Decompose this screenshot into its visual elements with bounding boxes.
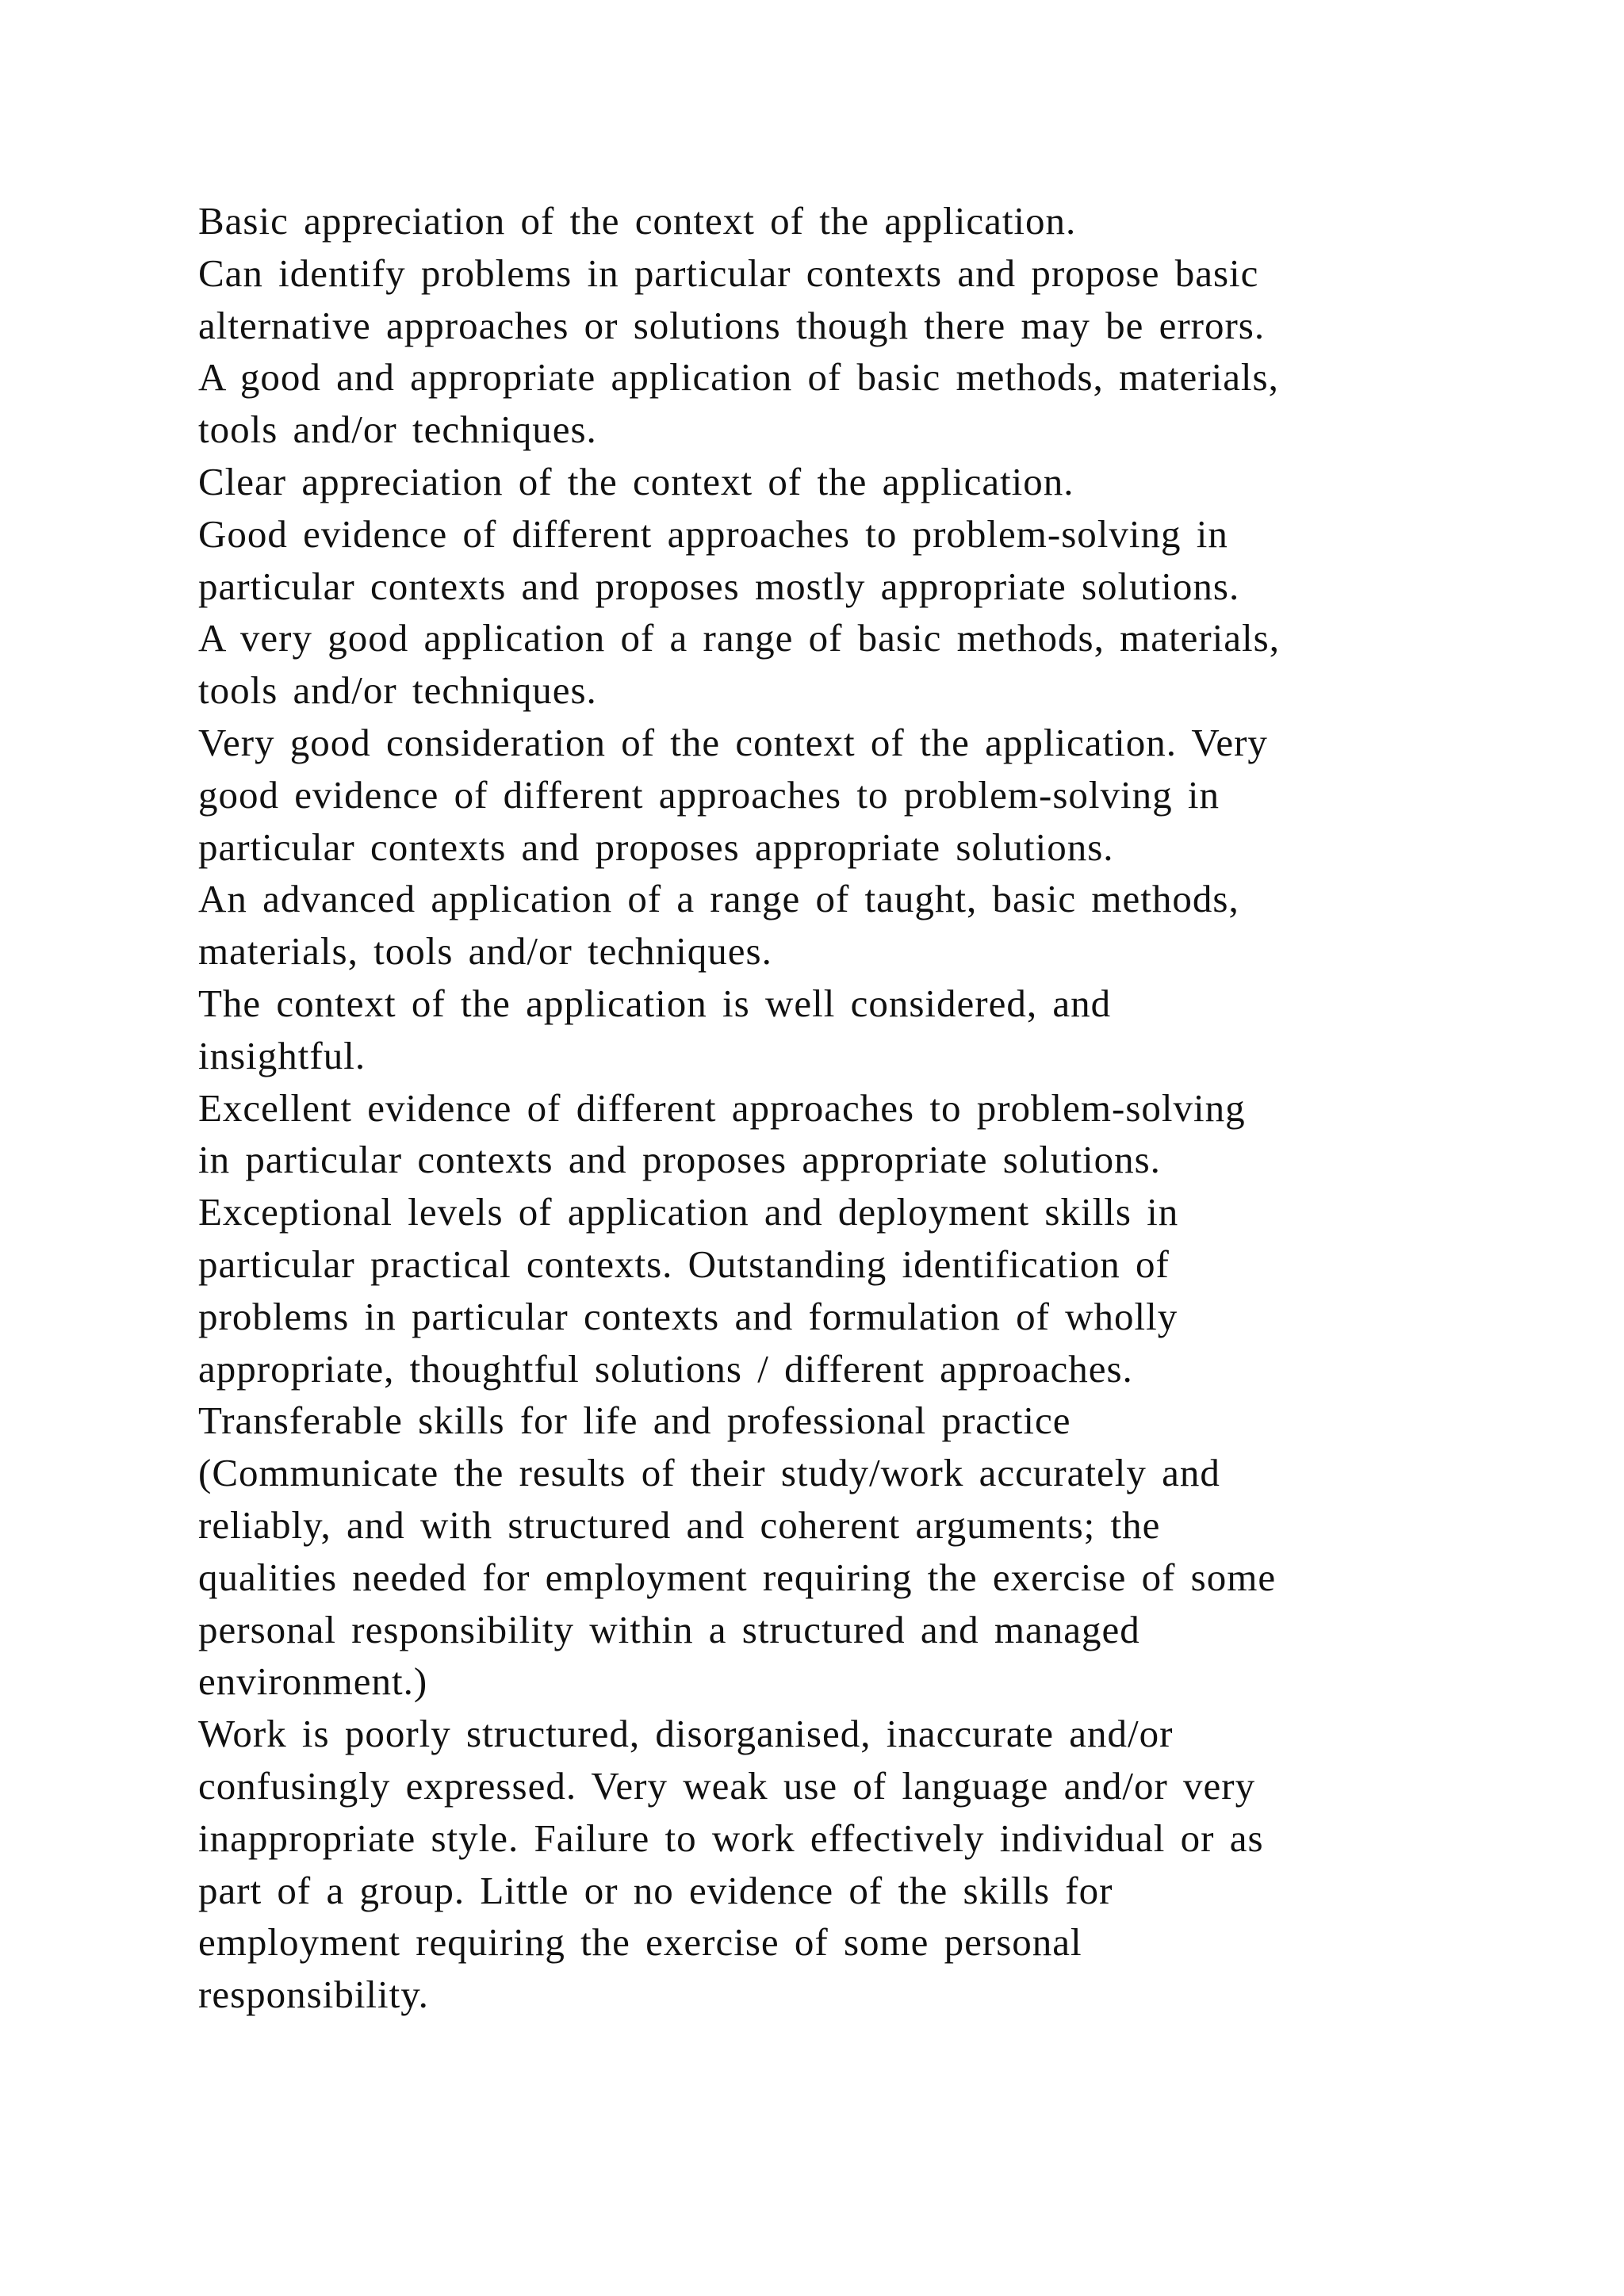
text-line: Clear appreciation of the context of the application. (198, 459, 1074, 503)
text-line: materials, tools and/or techniques. (198, 929, 772, 974)
text-line: Good evidence of different approaches to problem-solving in (198, 511, 1228, 556)
text-line: The context of the application is well considered, and (198, 981, 1112, 1025)
text-line: inappropriate style. Failure to work effectively individual or as (198, 1816, 1264, 1860)
text-line: A very good application of a range of basic methods, materials, (198, 616, 1280, 660)
text-line: insightful. (198, 1033, 366, 1077)
text-line: An advanced application of a range of taught, basic methods, (198, 877, 1239, 921)
text-line: A good and appropriate application of basic methods, materials, (198, 355, 1279, 400)
text-line: (Communicate the results of their study/work accurately and (198, 1451, 1220, 1495)
text-line: qualities needed for employment requiring the exercise of some (198, 1555, 1277, 1599)
text-line: employment requiring the exercise of some personal (198, 1920, 1082, 1965)
text-line: particular practical contexts. Outstanding identification of (198, 1242, 1170, 1286)
text-line: Can identify problems in particular contexts and propose basic (198, 251, 1259, 295)
text-line: good evidence of different approaches to problem-solving in (198, 772, 1220, 817)
text-line: Exceptional levels of application and deployment skills in (198, 1190, 1179, 1234)
text-line: in particular contexts and proposes appropriate solutions. (198, 1138, 1161, 1182)
text-line: alternative approaches or solutions though there may be errors. (198, 303, 1266, 347)
text-line: Very good consideration of the context of the application. Very (198, 720, 1268, 764)
text-line: tools and/or techniques. (198, 408, 597, 452)
text-line: particular contexts and proposes mostly appropriate solutions. (198, 564, 1240, 608)
text-line: responsibility. (198, 1973, 429, 2017)
text-line: personal responsibility within a structured and managed (198, 1607, 1140, 1651)
text-line: appropriate, thoughtful solutions / different approaches. (198, 1346, 1133, 1391)
text-line: Excellent evidence of different approaches to problem-solving (198, 1085, 1246, 1130)
text-line: part of a group. Little or no evidence of the skills for (198, 1868, 1113, 1912)
text-line: Basic appreciation of the context of the application. (198, 199, 1077, 243)
text-line: environment.) (198, 1659, 428, 1704)
text-line: confusingly expressed. Very weak use of language and/or very (198, 1763, 1256, 1808)
text-line: Transferable skills for life and professional practice (198, 1399, 1071, 1443)
text-line: reliably, and with structured and coherent arguments; the (198, 1502, 1161, 1547)
text-line: particular contexts and proposes appropriate solutions. (198, 825, 1114, 869)
text-line: problems in particular contexts and formulation of wholly (198, 1294, 1178, 1338)
text-line: tools and/or techniques. (198, 668, 597, 713)
text-line: Work is poorly structured, disorganised, inaccurate and/or (198, 1712, 1174, 1756)
document-text (198, 195, 1546, 2021)
